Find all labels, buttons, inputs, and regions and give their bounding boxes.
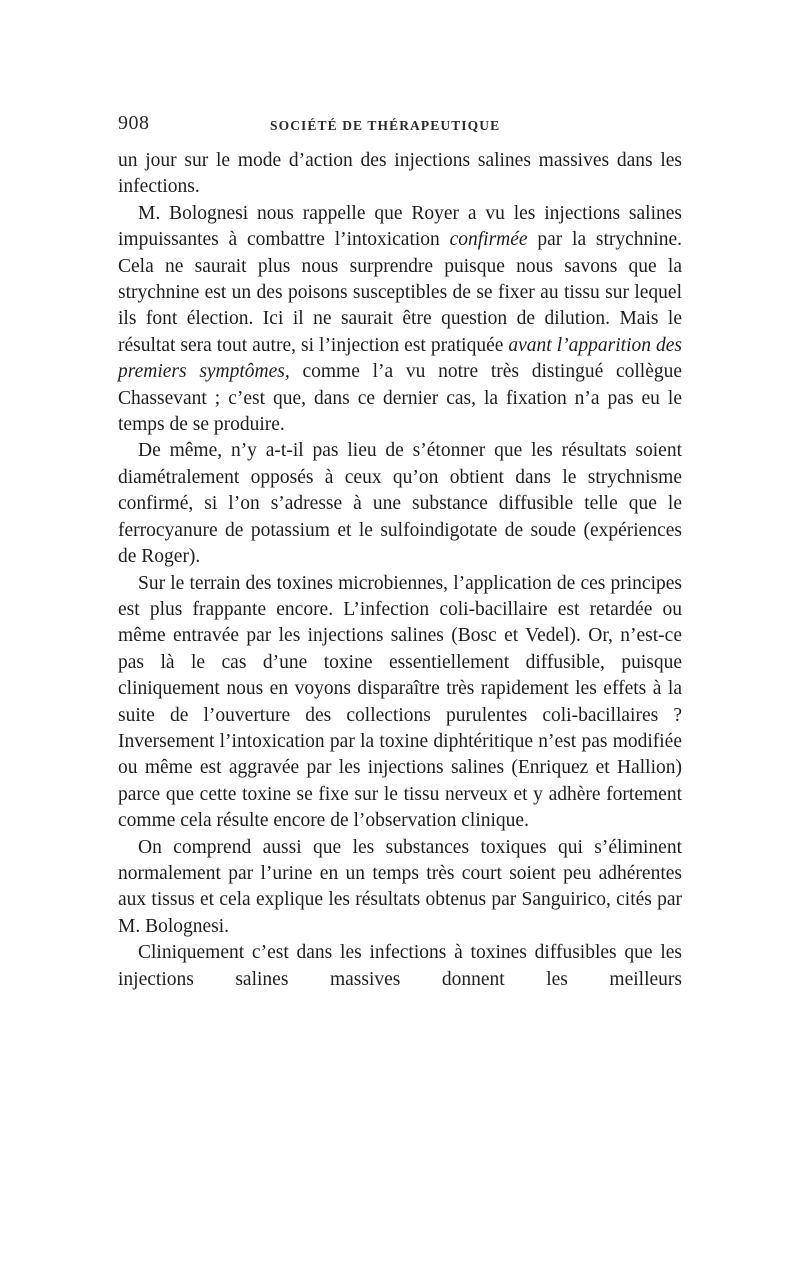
italic-text: avant l’apparition des premiers symptômes, bbox=[118, 334, 682, 383]
paragraph bbox=[118, 201, 682, 439]
text-segment: De même, n’y a-t-il pas lieu de s’étonner que les résultats soient diamétralement opposés à ceux qu’on obtient dans le strychnisme confirmé, si l’on s’adresse à une substance diffusible telle que le ferrocyanure de potassium et le sulfoindigotate de soude (expériences de Roger). bbox=[118, 440, 682, 568]
paragraph bbox=[118, 148, 682, 201]
book-page bbox=[118, 112, 682, 993]
text-segment: On comprend aussi que les substances toxiques qui s’éliminent normalement par l’urine en un temps très court soient peu adhérentes aux tissus et cela explique les résultats obtenus par Sanguirico, cités par M. Bolognesi. bbox=[118, 836, 682, 937]
paragraph bbox=[118, 571, 682, 835]
paragraph bbox=[118, 835, 682, 941]
page-header bbox=[118, 112, 682, 138]
text-segment: Cliniquement c’est dans les infections à toxines diffusibles que les injections salines massives donnent les meilleurs bbox=[118, 942, 682, 990]
text-segment: M. Bolognesi nous rappelle que Royer a vu les injections salines impuissantes à combattre l’intoxication bbox=[118, 202, 682, 251]
running-head: SOCIÉTÉ DE THÉRAPEUTIQUE bbox=[270, 118, 501, 133]
text-segment: Sur le terrain des toxines microbiennes, l’application de ces principes est plus frappante encore. L’infection coli-bacillaire est retardée ou même entravée par les injections salines (Bosc et Vedel). Or, n’est-ce pas là le cas d’une toxine essentiellement diffusible, puisque cliniquement nous en voyons disparaître très rapidement les effets à la suite de l’ouverture des collections purulentes coli-bacillaires ? Inversement l’intoxication par la toxine diphtéritique n’est pas modifiée ou même est aggravée par les injections salines (Enriquez et Hallion) parce que cette toxine se fixe sur le tissu nerveux et y adhère fortement comme cela résulte encore de l’observation clinique. bbox=[118, 572, 682, 832]
italic-text: confirmée bbox=[449, 229, 528, 251]
body-text bbox=[118, 148, 682, 993]
page-number: 908 bbox=[118, 112, 150, 134]
text-segment: par la strychnine. Cela ne saurait plus nous surprendre puisque nous savons que la strychnine est un des poisons susceptibles de se fixer au tissu sur lequel ils font élection. Ici il ne saurait être question de dilution. Mais le résultat sera tout autre, si l’injection est pratiquée bbox=[118, 229, 682, 356]
paragraph bbox=[118, 438, 682, 570]
text-segment: un jour sur le mode d’action des injections salines massives dans les infections. bbox=[118, 150, 682, 198]
paragraph bbox=[118, 940, 682, 993]
text-segment: comme l’a vu notre très distingué collègue Chassevant ; c’est que, dans ce dernier cas, la fixation n’a pas eu le temps de se produire. bbox=[118, 361, 683, 436]
